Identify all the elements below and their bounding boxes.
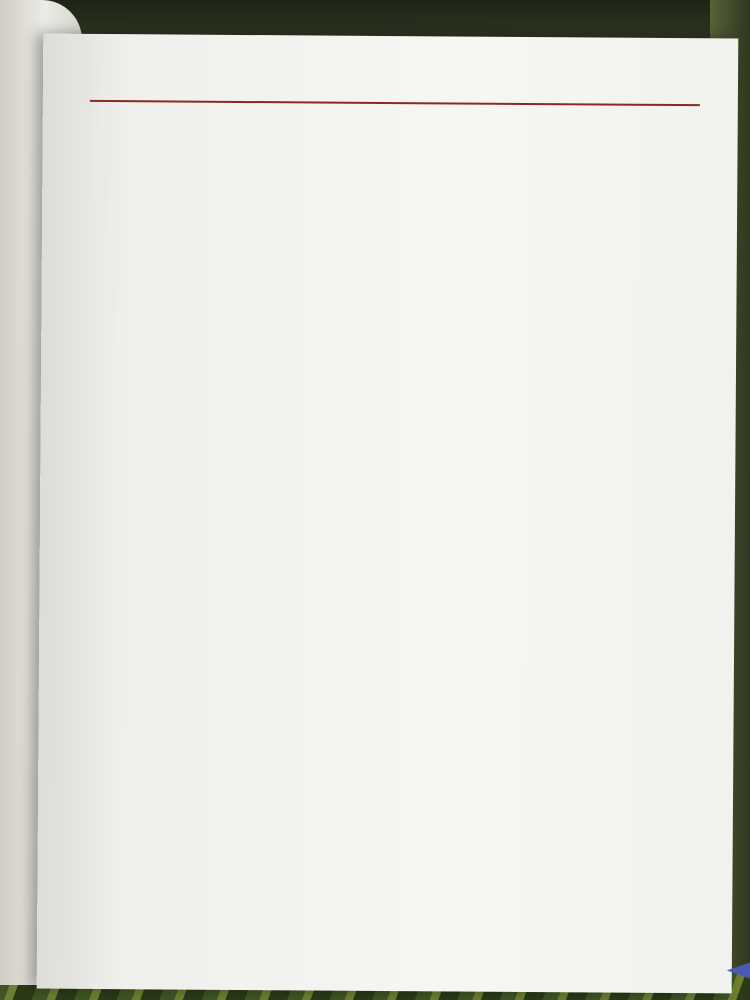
title-underline bbox=[90, 100, 700, 106]
page-title bbox=[283, 73, 613, 75]
bookmark-ribbon-icon bbox=[727, 956, 750, 984]
book-page bbox=[37, 34, 739, 994]
